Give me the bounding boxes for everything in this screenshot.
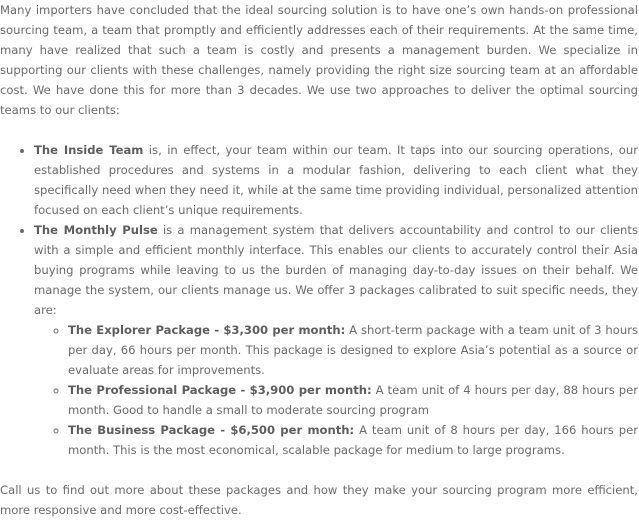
- package-title: The Business Package - $6,500 per month:: [68, 423, 355, 437]
- package-text: A team unit of 8 hours per day, 166 hours per month. This is the most economical, scalable package for medium to large programs.: [68, 423, 638, 457]
- approaches-list: [0, 140, 638, 460]
- closing-paragraph: Call us to find out more about these packages and how they make your sourcing program more efficient, more responsive and more cost-effective.: [0, 483, 638, 517]
- packages-list: [34, 320, 638, 460]
- intro-paragraph: Many importers have concluded that the ideal sourcing solution is to have one’s own hands-on professional sourcing team, a team that promptly and efficiently addresses each of their requirements. At the same time, many have realized that such a team is costly and presents a management burden. We specialize in supporting our clients with these challenges, namely providing the right size sourcing team at an affordable cost. We have done this for more than 3 decades. We use two approaches to deliver the optimal sourcing teams to our clients:: [0, 3, 638, 117]
- approach-text: is a management system that delivers accountability and control to our clients with a simple and efficient monthly interface. This enables our clients to accurately control their Asia buying programs while leaving to us the burden of managing day-to-day issues on their behalf. We manage the system, our clients manage us. We offer 3 packages calibrated to suit specific needs, they are:: [34, 223, 638, 317]
- approach-title: The Inside Team: [34, 143, 144, 157]
- approach-inside-team: [34, 140, 638, 220]
- package-title: The Explorer Package - $3,300 per month:: [68, 323, 346, 337]
- package-text: A short-term package with a team unit of 3 hours per day, 66 hours per month. This package is designed to explore Asia’s potential as a source or evaluate areas for improvements.: [68, 323, 638, 377]
- package-title: The Professional Package - $3,900 per month:: [68, 383, 372, 397]
- package-professional: [68, 380, 638, 420]
- approach-text: is, in effect, your team within our team. It taps into our sourcing operations, our established procedures and systems in a modular fashion, delivering to each client what they specifically need when they need it, while at the same time providing individual, personalized attention focused on each client’s unique requirements.: [34, 143, 638, 217]
- package-text: A team unit of 4 hours per day, 88 hours per month. Good to handle a small to moderate sourcing program: [68, 383, 638, 417]
- approach-title: The Monthly Pulse: [34, 223, 158, 237]
- package-explorer: [68, 320, 638, 380]
- package-business: [68, 420, 638, 460]
- approach-monthly-pulse: [34, 220, 638, 460]
